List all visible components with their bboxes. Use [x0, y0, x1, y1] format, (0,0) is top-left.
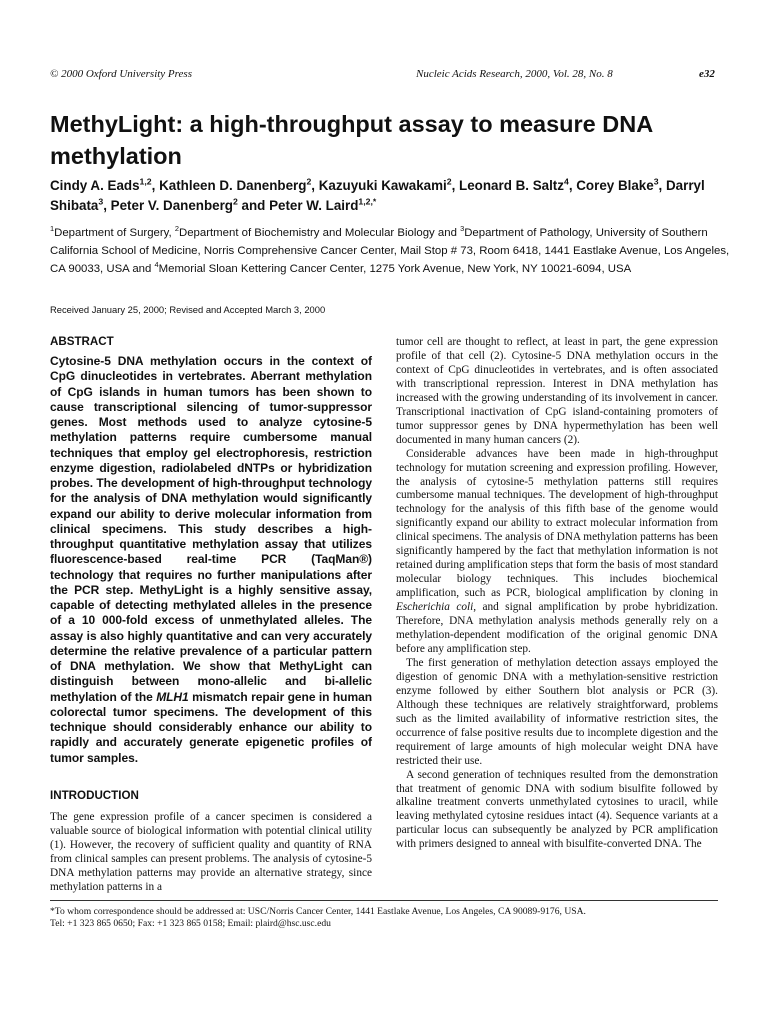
author-affiliation-mark: 3 — [653, 176, 659, 187]
author-affiliation-mark: 3 — [98, 196, 104, 207]
abstract-segment: Cytosine-5 DNA methylation occurs in the context of CpG dinucleotides in vertebrates. Aberrant methylation of CpG islands in human tumors has been shown to cause transcriptional silencing of tumor-suppressor genes. Most methods used to analyze cytosine-5 methylation patterns require cumbersome manual techniques that employ gel electrophoresis, restriction enzyme digestion, radiolabeled dNTPs or hybridization probes. The development of high-throughput technology for the analysis of DNA methylation would significantly expand our ability to derive molecular information from clinical specimens. This study describes a high-throughput quantitative methylation assay that utilizes fluorescence-based real-time PCR (TaqMan®) technology that requires no further manipulations after the PCR step. MethyLight is a highly sensitive assay, capable of detecting methylated alleles in the presence of a 10 000-fold excess of unmethylated alleles. The assay is also highly quantitative and can very accurately determine the relative prevalence of a particular pattern of DNA methylation. We show that MethyLight can distinguish between mono-allelic and bi-allelic methylation of the — [50, 354, 372, 704]
affiliation-text: Department of Pathology, University of Southern California School of Medicine, Norris Comprehensive Cancer Center, Mail Stop # 73, Room 6418, 1441 Eastlake Avenue, Los Angeles, CA 90033, USA and — [50, 227, 730, 276]
introduction-text: The gene expression profile of a cancer specimen is considered a valuable source of biological information with potential clinical utility (1). However, the recovery of sufficient quality and quantity of RNA from clinical samples can present problems. The analysis of cytosine-5 DNA methylation patterns may provide an alternative strategy, since methylation patterns in a — [50, 810, 372, 893]
left-column — [50, 335, 372, 894]
author-name: Kazuyuki Kawakami — [318, 178, 447, 193]
received-dates: Received January 25, 2000; Revised and Accepted March 3, 2000 — [50, 304, 326, 315]
affiliation-text: Memorial Sloan Kettering Cancer Center, 1275 York Avenue, New York, NY 10021-6094, USA — [158, 263, 632, 276]
paragraph-segment: , and signal amplification by probe hybridization. Therefore, DNA methylation analysis methods generally rely on a methylation-dependent modification of the original genomic DNA before any amplification step. — [396, 601, 718, 655]
author-affiliation-mark: 1,2 — [139, 176, 152, 187]
body-paragraph — [396, 336, 718, 448]
article-title: MethyLight: a high-throughput assay to measure DNA methylation — [50, 111, 653, 169]
author-name: Corey Blake — [576, 178, 654, 193]
introduction-heading: INTRODUCTION — [50, 788, 139, 802]
author-affiliation-mark: 1,2,* — [358, 196, 377, 207]
gene-name: MLH1 — [156, 689, 189, 704]
author-name: Darryl Shibata — [50, 178, 705, 213]
copyright-notice: © 2000 Oxford University Press — [50, 68, 192, 80]
affiliation-text: Department of Biochemistry and Molecular Biology and — [178, 227, 461, 239]
affiliation-mark: 4 — [154, 260, 159, 270]
author-name: Cindy A. Eads — [50, 178, 140, 193]
footnote-contact: Tel: +1 323 865 0650; Fax: +1 323 865 0158; Email: plaird@hsc.usc.edu — [50, 918, 331, 930]
body-paragraph — [396, 769, 718, 853]
author-separator: , — [103, 198, 111, 213]
body-paragraph — [396, 657, 718, 769]
footnote-address: *To whom correspondence should be addressed at: USC/Norris Cancer Center, 1441 Eastlake Avenue, Los Angeles, CA 90089-9176, USA. — [50, 906, 586, 917]
paragraph-segment: tumor cell are thought to reflect, at least in part, the gene expression profile of that cell (2). Cytosine-5 DNA methylation occurs in the context of CpG dinucleotides in vertebrates, and is often associated with transcriptional repression. Interest in DNA methylation has increased with the growing understanding of its involvement in cancer. Transcriptional inactivation of CpG island-containing promoters of tumor suppressor genes by DNA hypermethylation has been well documented in many human cancers (2). — [396, 336, 718, 446]
page-number: e32 — [699, 68, 715, 80]
author-affiliation-mark: 2 — [446, 176, 452, 187]
abstract-heading: ABSTRACT — [50, 335, 114, 348]
paragraph-segment: A second generation of techniques resulted from the demonstration that treatment of genomic DNA with sodium bisulfite followed by alkaline treatment converts unmethylated cytosines to uracil, while leaving methylated cytosine residues intact (4). Sequence variants at a particular locus can subsequently be analyzed by PCR amplification with primers designed to anneal with bisulfite-converted DNA. The — [396, 768, 718, 851]
author-separator: , — [311, 178, 319, 193]
affiliation-text: Department of Surgery, — [54, 227, 175, 239]
affiliations — [50, 224, 740, 279]
author-separator: , — [151, 178, 160, 193]
author-affiliation-mark: 2 — [306, 176, 312, 187]
correspondence-footnote — [50, 906, 740, 931]
species-name: Escherichia coli — [396, 601, 474, 614]
right-column — [396, 336, 718, 852]
author-separator: , — [568, 178, 577, 193]
author-name: Peter W. Laird — [269, 198, 359, 213]
author-name: Kathleen D. Danenberg — [159, 178, 307, 193]
body-paragraph — [396, 448, 718, 657]
author-affiliation-mark: 4 — [563, 176, 569, 187]
abstract-segment: mismatch repair gene in human colorectal tumor specimens. The development of this technique should considerably enhance our ability to rapidly and accurately generate epigenetic profiles of tumor samples. — [50, 689, 372, 765]
author-separator: , — [658, 178, 666, 193]
footnote-divider — [50, 900, 718, 901]
affiliation-mark: 2 — [174, 224, 179, 234]
author-separator: , — [451, 178, 460, 193]
author-affiliation-mark: 2 — [232, 196, 238, 207]
affiliation-mark: 1 — [50, 224, 55, 234]
journal-citation: Nucleic Acids Research, 2000, Vol. 28, No. 8 — [416, 68, 613, 80]
author-separator: and — [237, 198, 270, 213]
paragraph-segment: The first generation of methylation detection assays employed the digestion of genomic DNA with a methylation-sensitive restriction enzyme followed by either Southern blot analysis or PCR (3). Although these techniques are relatively straightforward, problems such as the limited availability of informative restriction sites, the occurrence of false positive results due to incomplete digestion and the requirement of large amounts of high molecular weight DNA have restricted their use. — [396, 656, 718, 767]
author-name: Leonard B. Saltz — [459, 178, 564, 193]
author-name: Peter V. Danenberg — [110, 198, 233, 213]
affiliation-mark: 3 — [460, 224, 465, 234]
paragraph-segment: Considerable advances have been made in high-throughput technology for mutation screening and expression profiling. However, the analysis of cytosine-5 methylation patterns still requires cumbersome manual techniques. The development of high-throughput technology for the analysis of this fifth base of the genome would significantly expand our ability to extract molecular information from clinical specimens. The analysis of DNA methylation patterns has been significantly hampered by the fact that methylation information is not retained during amplification steps that form the basis of most standard molecular biology techniques. This includes biochemical amplification, such as PCR, biological amplification by cloning in — [396, 447, 718, 600]
abstract-text — [50, 354, 372, 766]
author-list — [50, 176, 740, 216]
